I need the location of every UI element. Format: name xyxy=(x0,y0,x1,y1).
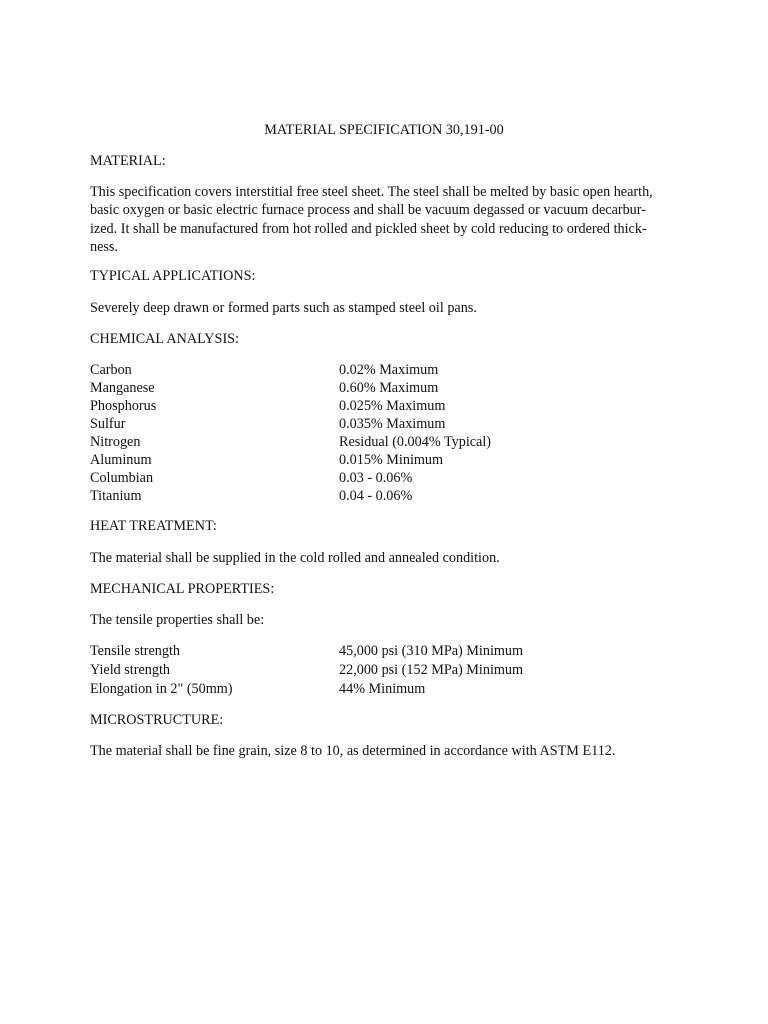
material-line: This specification covers interstitial free steel sheet. The steel shall be melted by basic open hearth, xyxy=(90,184,653,200)
microstructure-text: The material shall be fine grain, size 8 to 10, as determined in accordance with ASTM E112. xyxy=(90,743,616,759)
element-name: Titanium xyxy=(90,488,142,504)
chemical-heading: CHEMICAL ANALYSIS: xyxy=(90,331,240,347)
element-name: Aluminum xyxy=(90,452,152,468)
property-value: 45,000 psi (310 MPa) Minimum xyxy=(339,643,524,659)
property-name: Yield strength xyxy=(90,662,170,678)
mechanical-row xyxy=(90,642,690,660)
element-name: Sulfur xyxy=(90,416,126,432)
material-line: ness. xyxy=(90,239,118,256)
applications-heading: TYPICAL APPLICATIONS: xyxy=(90,268,256,284)
element-name: Columbian xyxy=(90,470,154,486)
element-value: 0.04 - 0.06% xyxy=(339,488,413,504)
element-value: 0.035% Maximum xyxy=(339,416,446,432)
element-value: 0.025% Maximum xyxy=(339,398,446,414)
material-heading: MATERIAL: xyxy=(90,153,166,169)
element-value: 0.60% Maximum xyxy=(339,380,439,396)
property-name: Elongation in 2" (50mm) xyxy=(90,681,233,697)
property-value: 44% Minimum xyxy=(339,681,426,697)
material-line: basic oxygen or basic electric furnace process and shall be vacuum degassed or vacuum decarbur- xyxy=(90,202,646,219)
element-name: Manganese xyxy=(90,380,155,396)
element-name: Phosphorus xyxy=(90,398,157,414)
property-value: 22,000 psi (152 MPa) Minimum xyxy=(339,662,524,678)
heat-heading: HEAT TREATMENT: xyxy=(90,518,217,534)
chemical-row xyxy=(90,487,690,505)
chemical-row xyxy=(90,361,690,379)
element-value: 0.03 - 0.06% xyxy=(339,470,413,486)
property-name: Tensile strength xyxy=(90,643,181,659)
mechanical-heading: MECHANICAL PROPERTIES: xyxy=(90,581,275,597)
mechanical-row xyxy=(90,661,690,679)
material-line: ized. It shall be manufactured from hot rolled and pickled sheet by cold reducing to ordered thick- xyxy=(90,220,647,237)
chemical-row xyxy=(90,415,690,433)
element-name: Nitrogen xyxy=(90,434,141,450)
chemical-row xyxy=(90,451,690,469)
chemical-row xyxy=(90,379,690,397)
applications-text: Severely deep drawn or formed parts such as stamped steel oil pans. xyxy=(90,300,477,316)
element-value: Residual (0.004% Typical) xyxy=(339,434,492,450)
material-paragraph xyxy=(90,183,680,257)
chemical-row xyxy=(90,397,690,415)
microstructure-heading: MICROSTRUCTURE: xyxy=(90,712,224,728)
chemical-row xyxy=(90,433,690,451)
element-value: 0.02% Maximum xyxy=(339,362,439,378)
element-value: 0.015% Minimum xyxy=(339,452,444,468)
mechanical-row xyxy=(90,680,690,698)
element-name: Carbon xyxy=(90,362,132,378)
chemical-row xyxy=(90,469,690,487)
heat-text: The material shall be supplied in the cold rolled and annealed condition. xyxy=(90,550,500,566)
document-title: MATERIAL SPECIFICATION 30,191-00 xyxy=(264,122,504,138)
mechanical-intro: The tensile properties shall be: xyxy=(90,612,265,628)
